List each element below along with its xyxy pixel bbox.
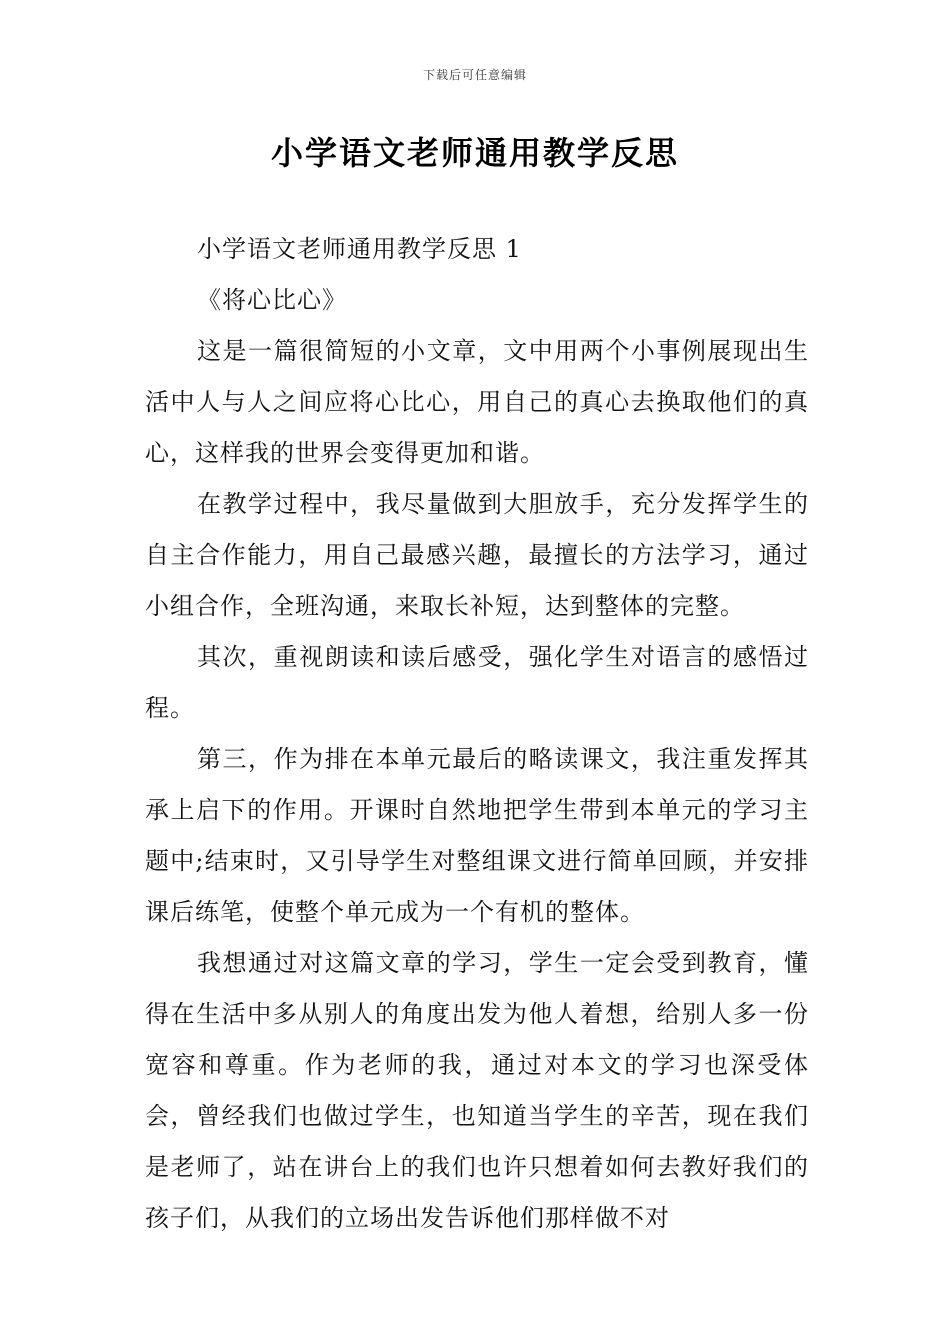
paragraph: 在教学过程中，我尽量做到大胆放手，充分发挥学生的自主合作能力，用自己最感兴趣，最擅长的方法学习，通过小组合作，全班沟通，来取长补短，达到整体的完整。 xyxy=(145,490,809,620)
paragraph: 我想通过对这篇文章的学习，学生一定会受到教育，懂得在生活中多从别人的角度出发为他人着想，给别人多一份宽容和尊重。作为老师的我，通过对本文的学习也深受体会，曾经我们也做过学生，也知道当学生的辛苦，现在我们是老师了，站在讲台上的我们也许只想着如何去教好我们的孩子们，从我们的立场出发告诉他们那样做不对 xyxy=(145,949,809,1232)
document-body xyxy=(145,224,809,1244)
paragraph: 这是一篇很简短的小文章，文中用两个小事例展现出生活中人与人之间应将心比心，用自己的真心去换取他们的真心，这样我的世界会变得更加和谐。 xyxy=(145,337,809,467)
section-heading: 小学语文老师通用教学反思 1 xyxy=(197,235,522,263)
paragraph: 第三，作为排在本单元最后的略读课文，我注重发挥其承上启下的作用。开课时自然地把学生带到本单元的学习主题中;结束时，又引导学生对整组课文进行简单回顾，并安排课后练笔，使整个单元成为一个有机的整体。 xyxy=(145,745,809,926)
paragraph: 其次，重视朗读和读后感受，强化学生对语言的感悟过程。 xyxy=(145,643,809,722)
article-title: 《将心比心》 xyxy=(197,286,347,314)
header-note: 下载后可任意编辑 xyxy=(422,68,527,82)
document-title: 小学语文老师通用教学反思 xyxy=(270,134,679,172)
